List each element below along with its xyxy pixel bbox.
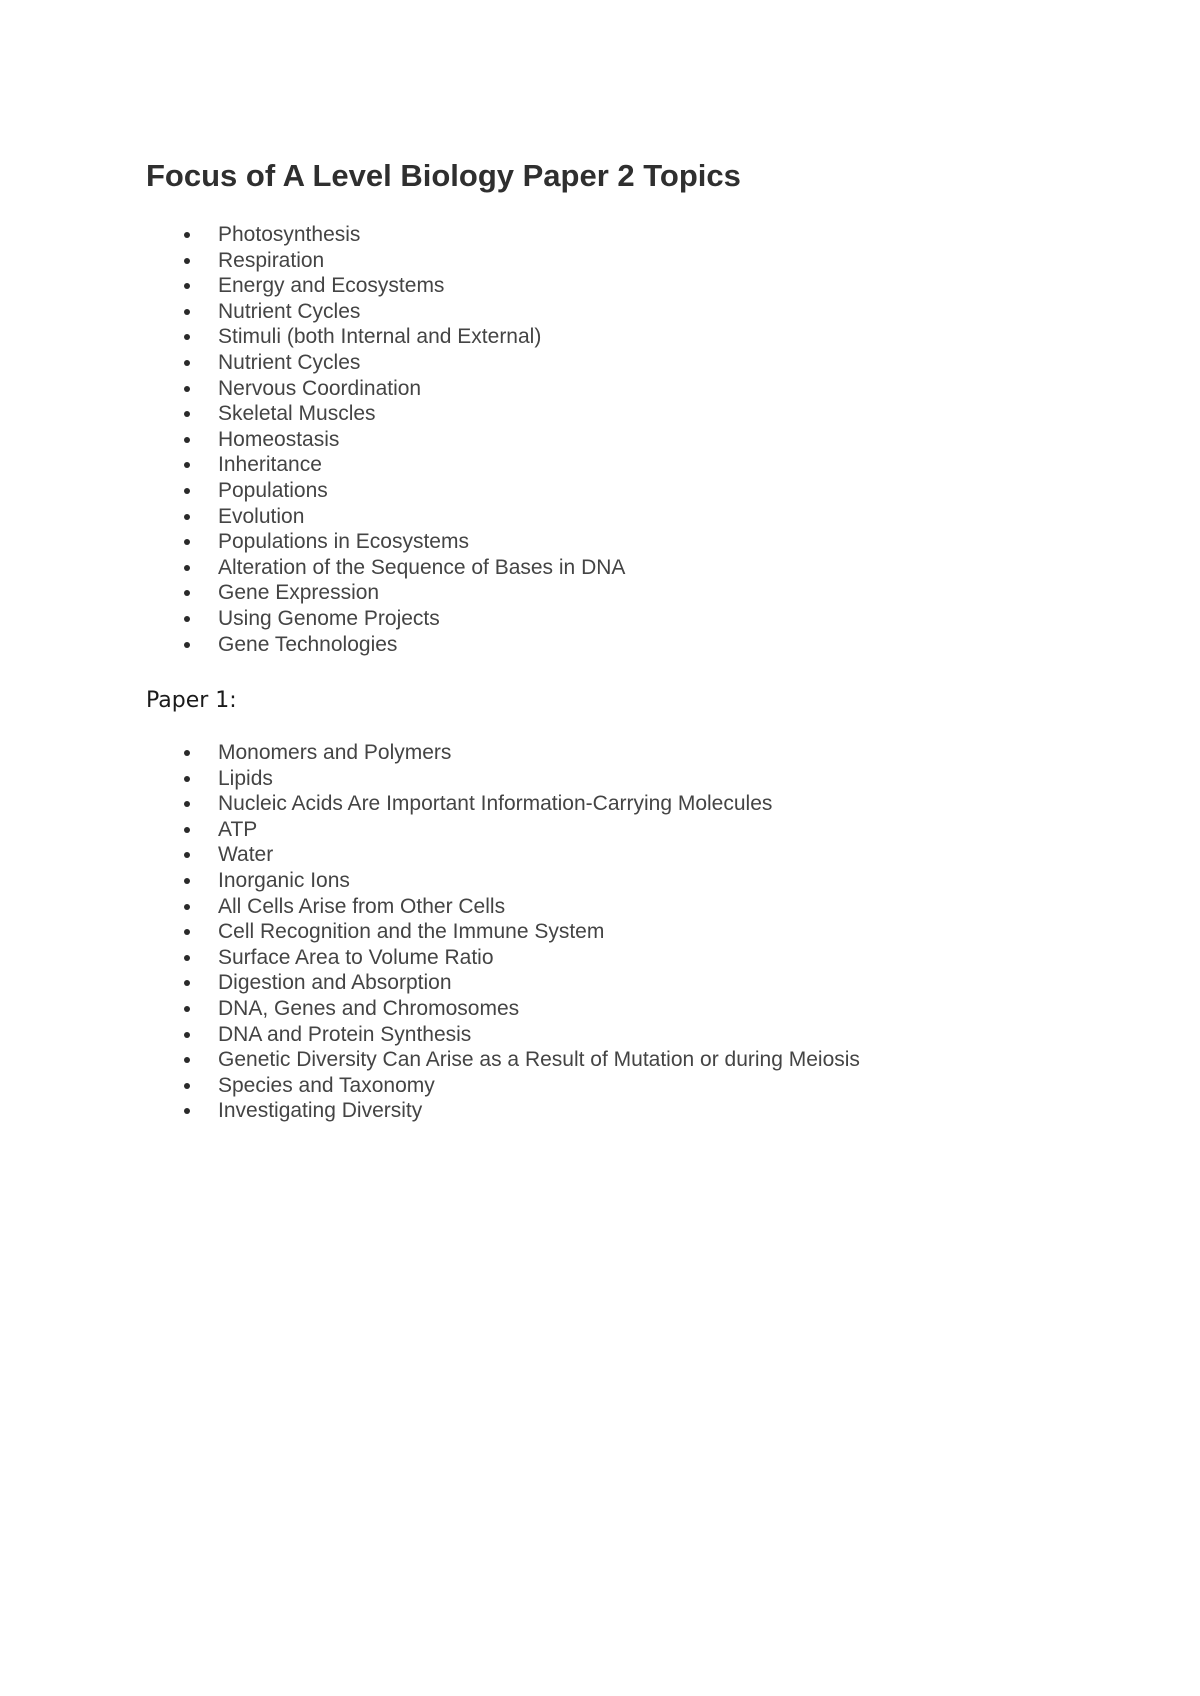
- list-item: [146, 996, 860, 1022]
- list-item-label: Photosynthesis: [218, 223, 361, 246]
- list-item: [146, 606, 625, 632]
- list-item-label: DNA and Protein Synthesis: [218, 1022, 472, 1046]
- list-item-label: Lipids: [218, 766, 273, 790]
- list-item: [146, 1047, 860, 1073]
- bullet-icon: [184, 232, 190, 238]
- list-item-label: Water: [218, 843, 274, 867]
- list-item: [146, 427, 625, 453]
- bullet-icon: [184, 1032, 190, 1038]
- list-item-label: Nervous Coordination: [218, 376, 422, 400]
- list-item-label: Inheritance: [218, 453, 322, 477]
- list-item: [146, 222, 625, 248]
- bullet-icon: [184, 1083, 190, 1089]
- list-item: [146, 248, 625, 274]
- list-item: [146, 324, 625, 350]
- list-item-label: Alteration of the Sequence of Bases in DNA: [218, 555, 626, 579]
- bullet-icon: [184, 852, 190, 858]
- list-item: [146, 766, 860, 792]
- list-item: [146, 1098, 860, 1124]
- list-item: [146, 401, 625, 427]
- bullet-icon: [184, 776, 190, 782]
- bullet-icon: [184, 750, 190, 756]
- bullet-icon: [184, 360, 190, 366]
- list-item-label: Nutrient Cycles: [218, 350, 361, 374]
- bullet-icon: [184, 283, 190, 289]
- list-item-label: Inorganic Ions: [218, 868, 350, 892]
- list-item: [146, 376, 625, 402]
- bullet-icon: [184, 539, 190, 545]
- bullet-icon: [184, 929, 190, 935]
- list-item-label: Gene Expression: [218, 581, 380, 605]
- list-item-label: Populations: [218, 478, 328, 502]
- bullet-icon: [184, 462, 190, 468]
- bullet-icon: [184, 309, 190, 315]
- list-item: [146, 350, 625, 376]
- list-item-label: Nucleic Acids Are Important Information-Carrying Molecules: [218, 792, 773, 816]
- list-item-label: Evolution: [218, 504, 305, 528]
- list-item: [146, 529, 625, 555]
- bullet-icon: [184, 1108, 190, 1114]
- list-item-label: ATP: [218, 817, 258, 841]
- list-item-label: Respiration: [218, 248, 325, 272]
- list-item-label: Populations in Ecosystems: [218, 530, 469, 554]
- list-item-label: Monomers and Polymers: [218, 741, 452, 764]
- bullet-icon: [184, 386, 190, 392]
- bullet-icon: [184, 411, 190, 417]
- list-item-label: Digestion and Absorption: [218, 971, 452, 995]
- paper1-heading: Paper 1:: [146, 688, 237, 713]
- list-item: [146, 791, 860, 817]
- list-item: [146, 632, 625, 658]
- bullet-icon: [184, 565, 190, 571]
- list-item: [146, 273, 625, 299]
- list-item: [146, 894, 860, 920]
- list-item: [146, 842, 860, 868]
- list-item: [146, 919, 860, 945]
- list-item-label: Stimuli (both Internal and External): [218, 325, 542, 349]
- list-item-label: Homeostasis: [218, 427, 340, 451]
- bullet-icon: [184, 616, 190, 622]
- bullet-icon: [184, 1057, 190, 1063]
- list-item: [146, 580, 625, 606]
- list-item-label: Gene Technologies: [218, 632, 398, 656]
- list-item-label: Using Genome Projects: [218, 606, 440, 630]
- bullet-icon: [184, 258, 190, 264]
- paper2-topic-list: [146, 222, 625, 657]
- list-item-label: Species and Taxonomy: [218, 1073, 435, 1097]
- list-item-label: Nutrient Cycles: [218, 299, 361, 323]
- list-item: [146, 970, 860, 996]
- list-item: [146, 299, 625, 325]
- list-item-label: Energy and Ecosystems: [218, 274, 445, 298]
- bullet-icon: [184, 801, 190, 807]
- list-item: [146, 478, 625, 504]
- list-item-label: Genetic Diversity Can Arise as a Result of Mutation or during Meiosis: [218, 1048, 860, 1072]
- list-item: [146, 740, 860, 766]
- list-item: [146, 817, 860, 843]
- list-item: [146, 868, 860, 894]
- bullet-icon: [184, 980, 190, 986]
- list-item: [146, 945, 860, 971]
- list-item-label: All Cells Arise from Other Cells: [218, 894, 506, 918]
- list-item: [146, 1073, 860, 1099]
- bullet-icon: [184, 590, 190, 596]
- list-item-label: Cell Recognition and the Immune System: [218, 920, 605, 944]
- bullet-icon: [184, 1006, 190, 1012]
- list-item-label: DNA, Genes and Chromosomes: [218, 996, 520, 1020]
- bullet-icon: [184, 904, 190, 910]
- bullet-icon: [184, 334, 190, 340]
- bullet-icon: [184, 642, 190, 648]
- list-item: [146, 1022, 860, 1048]
- bullet-icon: [184, 488, 190, 494]
- list-item: [146, 452, 625, 478]
- list-item: [146, 504, 625, 530]
- bullet-icon: [184, 437, 190, 443]
- list-item-label: Investigating Diversity: [218, 1099, 423, 1123]
- bullet-icon: [184, 514, 190, 520]
- paper1-topic-list: [146, 740, 860, 1124]
- list-item-label: Skeletal Muscles: [218, 402, 376, 426]
- bullet-icon: [184, 955, 190, 961]
- list-item-label: Surface Area to Volume Ratio: [218, 945, 494, 969]
- bullet-icon: [184, 878, 190, 884]
- document-title: Focus of A Level Biology Paper 2 Topics: [146, 158, 741, 193]
- bullet-icon: [184, 827, 190, 833]
- list-item: [146, 555, 625, 581]
